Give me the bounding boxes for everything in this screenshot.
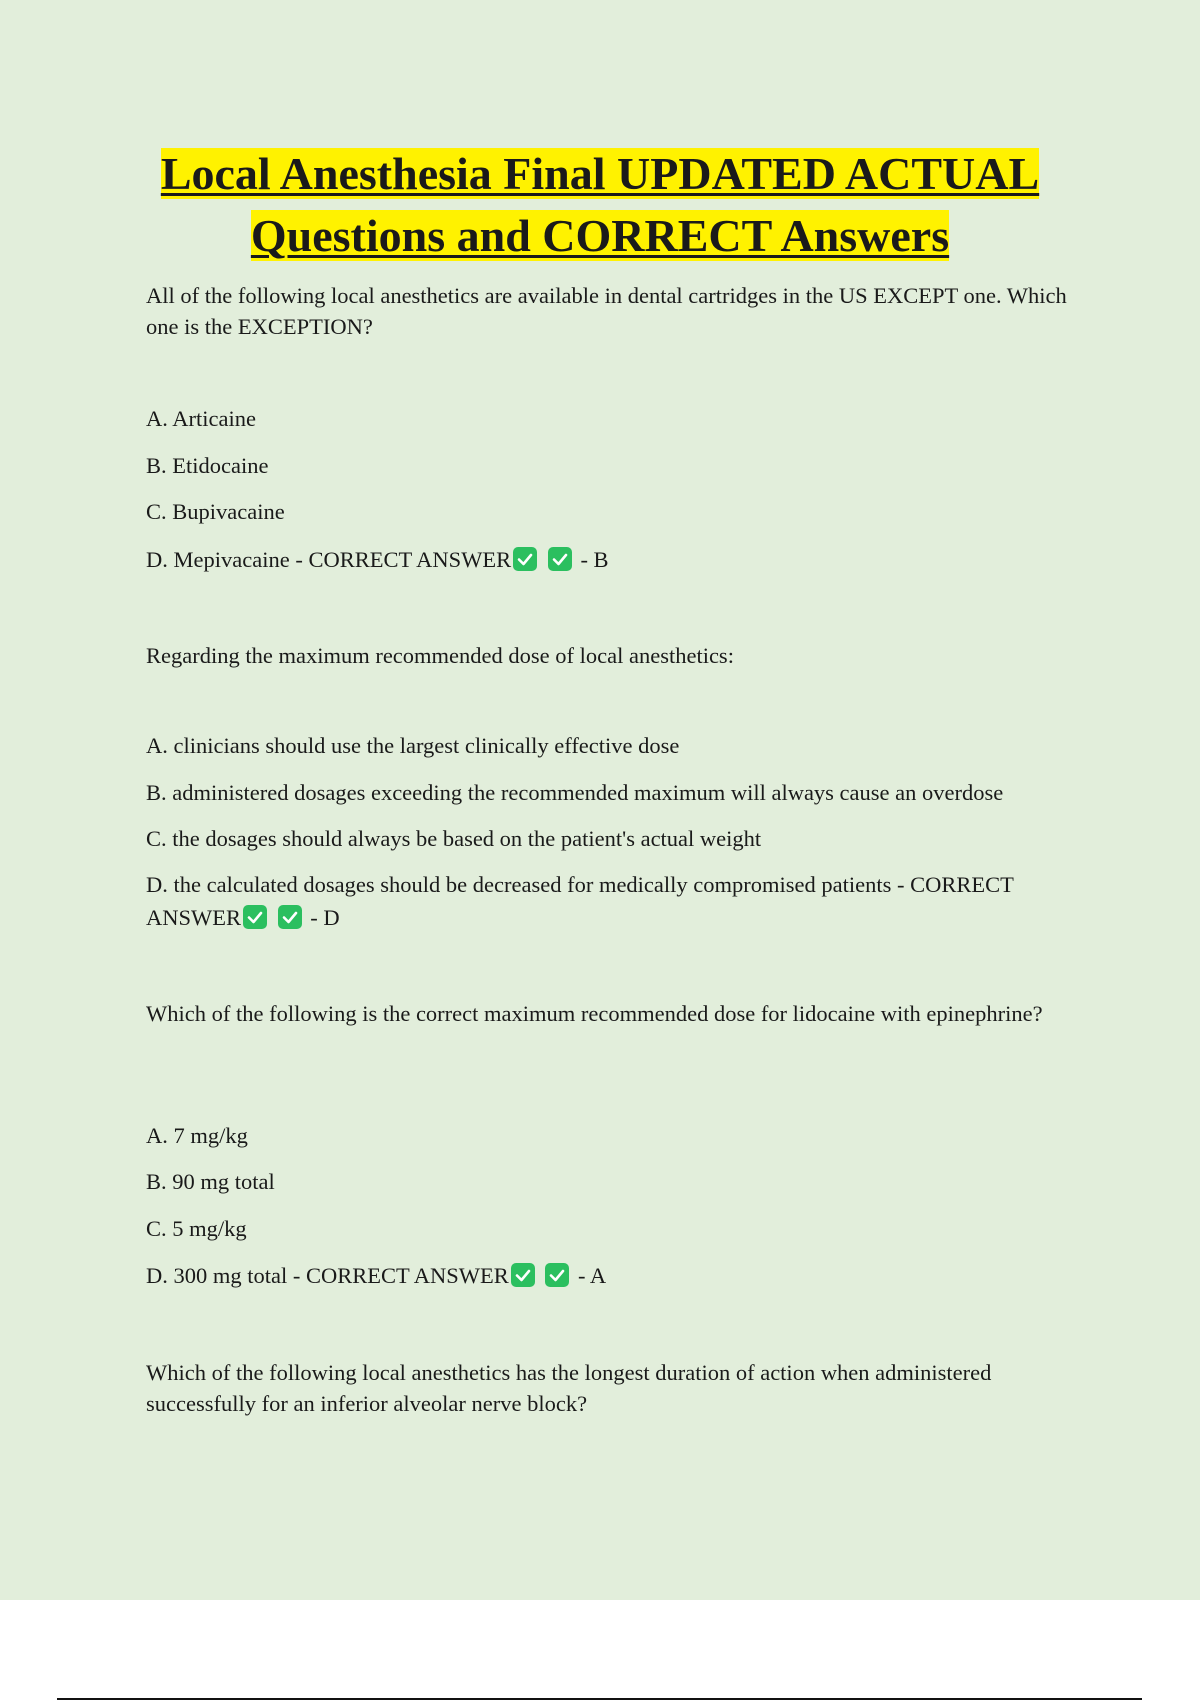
answer-letter: - A: [572, 1263, 607, 1288]
check-mark-icon: [511, 1263, 535, 1287]
question-3-option-d: [146, 1259, 1086, 1292]
check-mark-icon: [513, 547, 537, 571]
check-mark-icon: [548, 547, 572, 571]
question-1-option-c: C. Bupivacaine: [146, 499, 285, 524]
title-line-2: Questions and CORRECT Answers: [250, 210, 950, 261]
question-3-option-a: A. 7 mg/kg: [146, 1123, 248, 1148]
check-mark-icon: [545, 1263, 569, 1287]
option-d-text: D. Mepivacaine -: [146, 547, 309, 572]
question-2-option-d: [146, 868, 1086, 934]
question-4-text: Which of the following local anesthetics has the longest duration of action when administered successfully for an inferior alveolar nerve block?: [146, 1360, 992, 1416]
question-3-option-b: B. 90 mg total: [146, 1169, 275, 1194]
question-1-option-d: [146, 543, 1086, 576]
answer-label: CORRECT ANSWER: [308, 547, 512, 572]
answer-label: CORRECT ANSWER: [305, 1263, 509, 1288]
title-line-1: Local Anesthesia Final UPDATED ACTUAL: [160, 148, 1040, 199]
option-d-text: D. 300 mg total -: [146, 1263, 306, 1288]
question-3-option-c: C. 5 mg/kg: [146, 1216, 247, 1241]
question-2-text: Regarding the maximum recommended dose of local anesthetics:: [146, 643, 734, 668]
document-title: [100, 143, 1100, 267]
question-1-text: All of the following local anesthetics are available in dental cartridges in the US EXCEPT one. Which one is the EXCEPTION?: [146, 283, 1067, 339]
question-1-option-a: A. Articaine: [146, 406, 256, 431]
answer-letter: - D: [304, 905, 340, 930]
answer-label: CORRECT ANSWER: [146, 872, 1014, 930]
option-d-text: D. the calculated dosages should be decreased for medically compromised patients -: [146, 872, 911, 897]
question-3-text: Which of the following is the correct maximum recommended dose for lidocaine with epinephrine?: [146, 1001, 1043, 1026]
question-2-option-a: A. clinicians should use the largest clinically effective dose: [146, 733, 680, 758]
answer-letter: - B: [574, 547, 609, 572]
check-mark-icon: [278, 905, 302, 929]
question-2-option-c: C. the dosages should always be based on the patient's actual weight: [146, 826, 762, 851]
check-mark-icon: [243, 905, 267, 929]
question-1-option-b: B. Etidocaine: [146, 453, 269, 478]
question-2-option-b: B. administered dosages exceeding the recommended maximum will always cause an overdose: [146, 780, 1004, 805]
